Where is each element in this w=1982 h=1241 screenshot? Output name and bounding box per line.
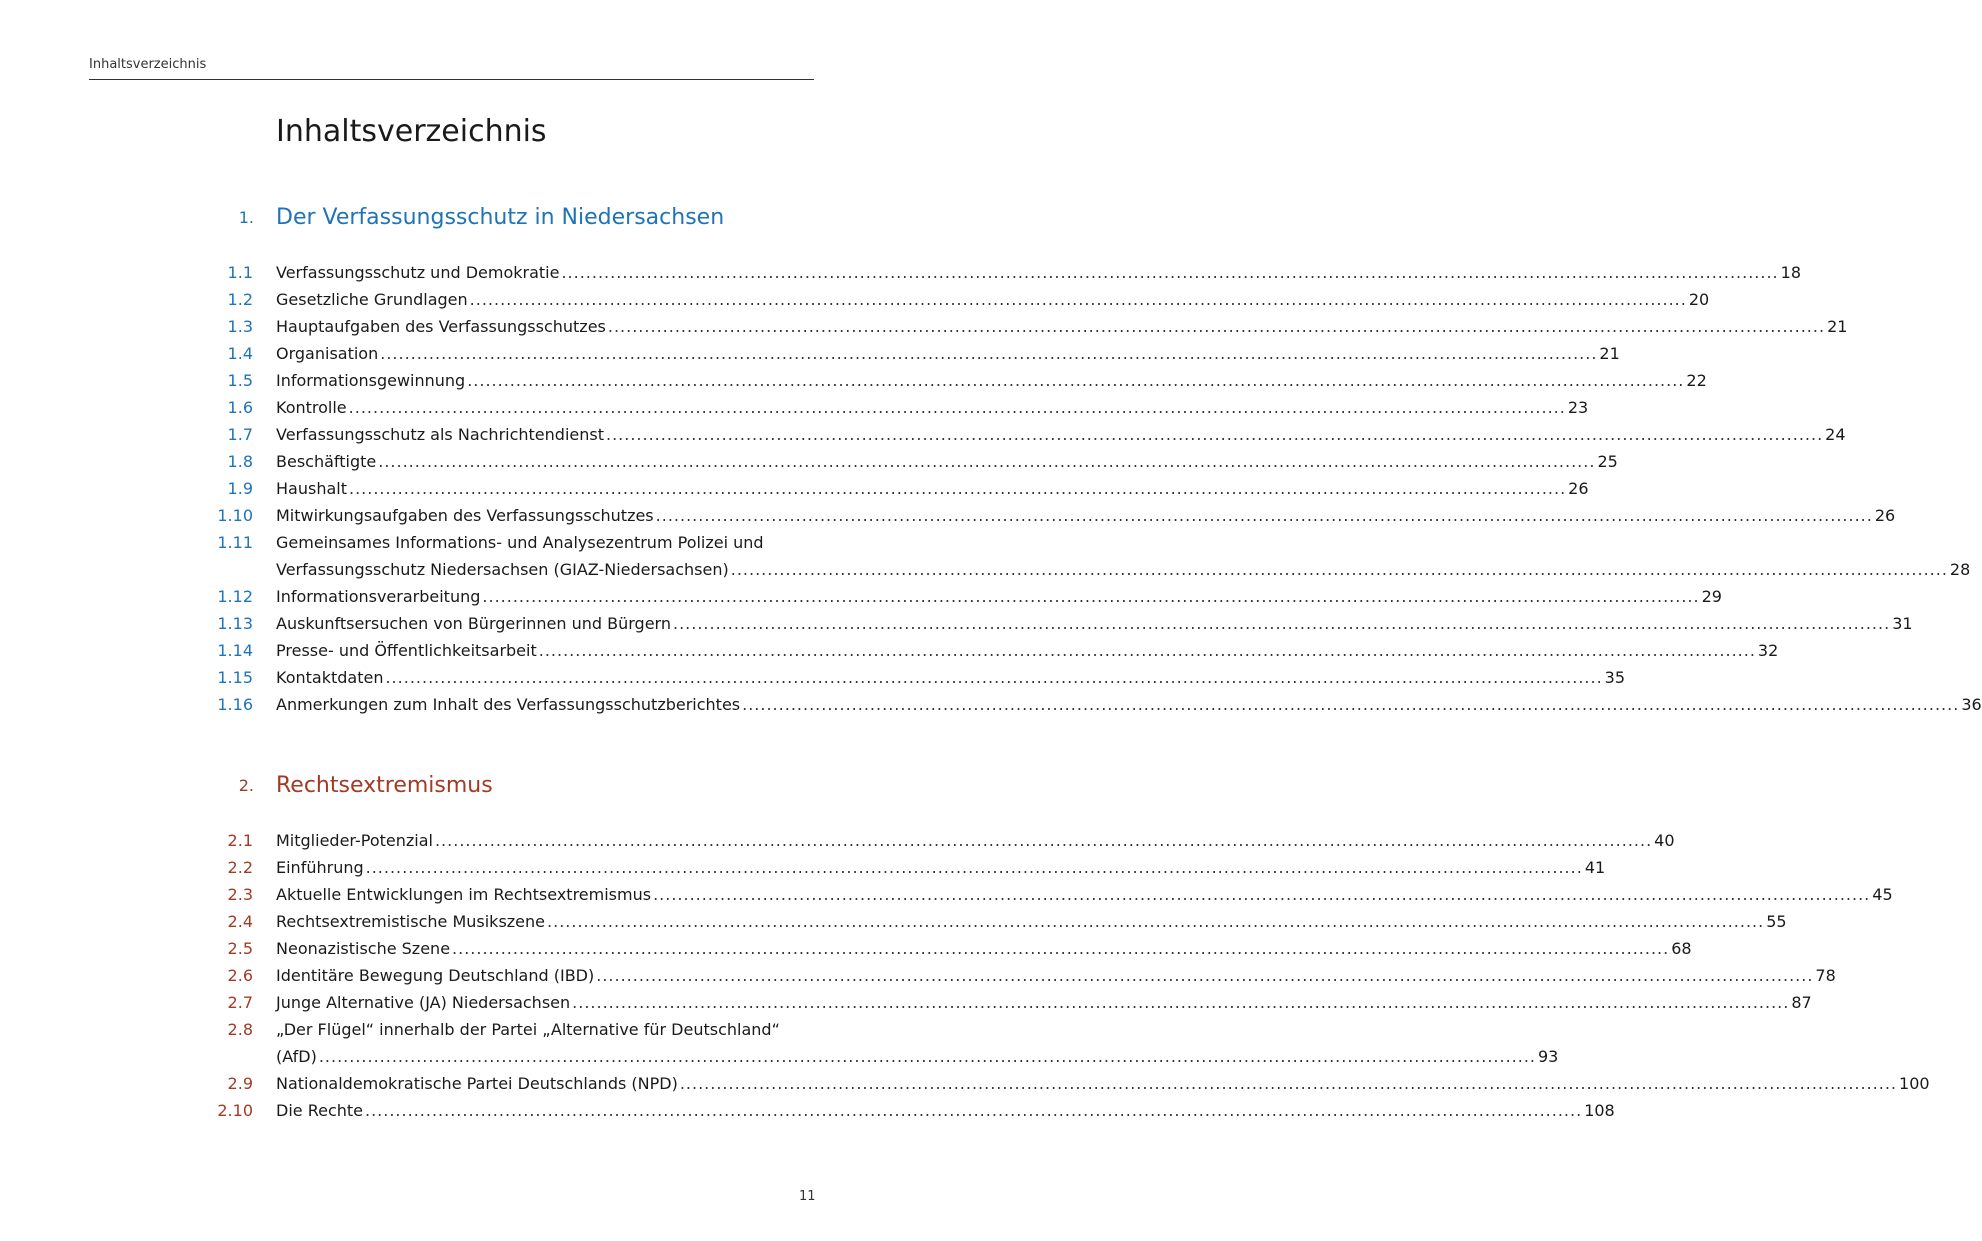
toc-entry-page: 18 — [1780, 263, 1801, 282]
toc-entry-page: 41 — [1584, 858, 1606, 877]
toc-entry-body — [276, 962, 1836, 989]
dot-leader: ........................................................................................................................................................................................................ — [365, 1101, 1583, 1120]
toc-entry-number: 2.3 — [227, 885, 253, 904]
dot-leader: ........................................................................................................................................................................................................ — [547, 912, 1765, 931]
toc-entry-number: 1.1 — [227, 263, 253, 282]
toc-entry[interactable] — [0, 286, 1710, 313]
toc-entry-page: 55 — [1766, 912, 1787, 931]
toc-entry-title-line: „Der Flügel“ innerhalb der Partei „Alternative für Deutschland“ — [276, 1020, 780, 1039]
header-rule — [89, 79, 814, 80]
toc-entry[interactable] — [0, 1097, 1615, 1124]
toc-entry-title: Gesetzliche Grundlagen — [276, 290, 468, 309]
toc-entry[interactable] — [0, 367, 1707, 394]
toc-entry-page: 24 — [1825, 425, 1846, 444]
toc-entry-title: Anmerkungen zum Inhalt des Verfassungsschutzberichtes — [276, 695, 741, 714]
page-number: 11 — [799, 1189, 816, 1204]
toc-entry-number: 1.14 — [217, 641, 253, 660]
toc-entry[interactable] — [0, 854, 1606, 881]
dot-leader: ........................................................................................................................................................................................................ — [596, 966, 1814, 985]
toc-entry-number: 2.6 — [227, 966, 253, 985]
toc-entry-body — [276, 664, 1626, 691]
toc-entry-title: Aktuelle Entwicklungen im Rechtsextremismus — [276, 885, 652, 904]
toc-entry-body — [276, 448, 1618, 475]
toc-entry-title: Auskunftsersuchen von Bürgerinnen und Bürgern — [276, 614, 671, 633]
toc-entry-number: 2.10 — [217, 1101, 253, 1120]
toc-entry-body — [276, 394, 1589, 421]
toc-entry-body — [276, 286, 1710, 313]
toc-entry-body — [276, 827, 1675, 854]
chapter-number: 1. — [238, 208, 254, 227]
toc-entry-title: Identitäre Bewegung Deutschland (IBD) — [276, 966, 595, 985]
dot-leader: ........................................................................................................................................................................................................ — [561, 263, 1779, 282]
chapter-section — [0, 203, 1982, 718]
toc-entry-body — [276, 935, 1692, 962]
dot-leader: ........................................................................................................................................................................................................ — [318, 1047, 1536, 1066]
toc-entry-title: Informationsgewinnung — [276, 371, 466, 390]
toc-entry-title: Verfassungsschutz als Nachrichtendienst — [276, 425, 604, 444]
toc-entry[interactable] — [0, 475, 1589, 502]
toc-entry-page: 25 — [1597, 452, 1618, 471]
toc-entry-title: Beschäftigte — [276, 452, 377, 471]
toc-entry-page: 32 — [1757, 641, 1779, 660]
toc-entry[interactable] — [0, 313, 1848, 340]
toc-entry-title: Verfassungsschutz Niedersachsen (GIAZ-Niedersachsen) — [276, 560, 729, 579]
running-head: Inhaltsverzeichnis — [89, 57, 207, 72]
toc-entry[interactable] — [0, 529, 1971, 583]
toc-entry-page: 68 — [1671, 939, 1692, 958]
chapter-heading — [0, 771, 875, 801]
chapter-title: Rechtsextremismus — [276, 773, 493, 798]
toc-entry-number: 1.2 — [227, 290, 253, 309]
toc-entry-page: 29 — [1701, 587, 1722, 606]
toc-entry-body — [276, 1097, 1615, 1124]
toc-entry-body — [276, 691, 1982, 718]
toc-entry-title: Rechtsextremistische Musikszene — [276, 912, 546, 931]
toc-entry-number: 2.1 — [227, 831, 253, 850]
toc-entry-page: 31 — [1892, 614, 1913, 633]
toc-entry-page: 93 — [1538, 1047, 1559, 1066]
toc-entry-title-line: Gemeinsames Informations- und Analysezentrum Polizei und — [276, 533, 764, 552]
toc-entry-page: 21 — [1599, 344, 1620, 363]
toc-entry-number: 2.4 — [227, 912, 253, 931]
toc-entry-title: Organisation — [276, 344, 379, 363]
toc-entry-number: 2.5 — [227, 939, 253, 958]
toc-entry-title: (AfD) — [276, 1047, 317, 1066]
toc-entry[interactable] — [0, 881, 1893, 908]
toc-entry-title: Verfassungsschutz und Demokratie — [276, 263, 560, 282]
toc-entry[interactable] — [0, 259, 1801, 286]
toc-entry[interactable] — [0, 394, 1589, 421]
dot-leader: ........................................................................................................................................................................................................ — [742, 695, 1960, 714]
toc-entry-body — [276, 340, 1620, 367]
toc-entry[interactable] — [0, 908, 1787, 935]
toc-entry[interactable] — [0, 664, 1626, 691]
dot-leader: ........................................................................................................................................................................................................ — [434, 831, 1653, 850]
toc-entry-number: 1.7 — [227, 425, 253, 444]
toc-entry-title: Hauptaufgaben des Verfassungsschutzes — [276, 317, 606, 336]
toc-entry-page: 20 — [1688, 290, 1710, 309]
toc-entry-number: 1.5 — [227, 371, 253, 390]
toc-entry[interactable] — [0, 637, 1779, 664]
toc-entry-page: 23 — [1567, 398, 1589, 417]
toc-entry[interactable] — [0, 962, 1836, 989]
toc-entry-page: 78 — [1815, 966, 1836, 985]
dot-leader: ........................................................................................................................................................................................................ — [467, 371, 1685, 390]
dot-leader: ........................................................................................................................................................................................................ — [378, 452, 1596, 471]
toc-entry-title: Mitwirkungsaufgaben des Verfassungsschutzes — [276, 506, 654, 525]
toc-entry[interactable] — [0, 1016, 1559, 1070]
toc-entry-page: 36 — [1961, 695, 1982, 714]
toc-entry[interactable] — [0, 989, 1812, 1016]
toc-entry[interactable] — [0, 827, 1675, 854]
toc-entry-title: Informationsverarbeitung — [276, 587, 481, 606]
dot-leader: ........................................................................................................................................................................................................ — [452, 939, 1670, 958]
toc-entry-number: 1.9 — [227, 479, 253, 498]
toc-entry-number: 1.12 — [217, 587, 253, 606]
dot-leader: ........................................................................................................................................................................................................ — [348, 398, 1566, 417]
toc-entry-number: 1.8 — [227, 452, 253, 471]
chapter-section — [0, 771, 1930, 1124]
toc-entry-title: Einführung — [276, 858, 364, 877]
toc-entry-number: 1.13 — [217, 614, 253, 633]
toc-entry-body — [276, 421, 1846, 448]
toc-entry[interactable] — [0, 448, 1618, 475]
toc-entry-body — [276, 1070, 1930, 1097]
toc-entry-body — [276, 881, 1893, 908]
dot-leader: ........................................................................................................................................................................................................ — [655, 506, 1873, 525]
toc-entry-page: 26 — [1874, 506, 1896, 525]
toc-entry-body — [276, 583, 1722, 610]
dot-leader: ........................................................................................................................................................................................................ — [482, 587, 1700, 606]
toc-entry-number: 1.15 — [217, 668, 253, 687]
toc-entry-body — [276, 475, 1589, 502]
dot-leader: ........................................................................................................................................................................................................ — [365, 858, 1583, 877]
dot-leader: ........................................................................................................................................................................................................ — [469, 290, 1687, 309]
toc-entry[interactable] — [0, 1070, 1930, 1097]
toc-entry-number: 2.9 — [227, 1074, 253, 1093]
toc-entry-body — [276, 610, 1913, 637]
toc-entry-list — [0, 827, 1930, 1124]
dot-leader: ........................................................................................................................................................................................................ — [730, 560, 1948, 579]
toc-entry-page: 100 — [1899, 1074, 1930, 1093]
toc-entry[interactable] — [0, 421, 1846, 448]
toc-entry-number: 1.16 — [217, 695, 253, 714]
toc-entry-body — [276, 1016, 1559, 1070]
toc-entry-page: 28 — [1949, 560, 1971, 579]
toc-entry-page: 40 — [1654, 831, 1675, 850]
chapter-title: Der Verfassungsschutz in Niedersachsen — [276, 205, 725, 230]
dot-leader: ........................................................................................................................................................................................................ — [607, 317, 1826, 336]
chapter-heading — [0, 203, 875, 233]
dot-leader: ........................................................................................................................................................................................................ — [605, 425, 1824, 444]
toc-entry-number: 1.3 — [227, 317, 253, 336]
dot-leader: ........................................................................................................................................................................................................ — [380, 344, 1598, 363]
toc-entry-body — [276, 989, 1812, 1016]
toc-entry-title: Kontrolle — [276, 398, 347, 417]
toc-entry-number: 1.4 — [227, 344, 253, 363]
toc-entry-body — [276, 313, 1848, 340]
toc-entry-body — [276, 529, 1971, 583]
dot-leader: ........................................................................................................................................................................................................ — [653, 885, 1871, 904]
toc-entry[interactable] — [0, 691, 1982, 718]
dot-leader: ........................................................................................................................................................................................................ — [572, 993, 1790, 1012]
toc-entry-page: 21 — [1827, 317, 1848, 336]
toc-entry-body — [276, 367, 1707, 394]
toc-entry-title: Haushalt — [276, 479, 347, 498]
page-title: Inhaltsverzeichnis — [276, 114, 547, 149]
toc-entry-title: Nationaldemokratische Partei Deutschlands (NPD) — [276, 1074, 678, 1093]
toc-entry-title: Neonazistische Szene — [276, 939, 451, 958]
toc-entry-title: Kontaktdaten — [276, 668, 384, 687]
toc-entry-page: 108 — [1584, 1101, 1615, 1120]
toc-entry[interactable] — [0, 935, 1692, 962]
toc-entry-body — [276, 259, 1801, 286]
dot-leader: ........................................................................................................................................................................................................ — [348, 479, 1567, 498]
toc-entry-title: Presse- und Öffentlichkeitsarbeit — [276, 641, 537, 660]
toc-entry-page: 35 — [1604, 668, 1626, 687]
toc-entry-number: 1.10 — [217, 506, 253, 525]
toc-entry[interactable] — [0, 502, 1896, 529]
toc-entry-body — [276, 637, 1779, 664]
dot-leader: ........................................................................................................................................................................................................ — [385, 668, 1603, 687]
toc-entry-number: 2.8 — [227, 1020, 253, 1039]
toc-entry-title: Mitglieder-Potenzial — [276, 831, 433, 850]
toc-entry-page: 22 — [1686, 371, 1707, 390]
toc-entry-body — [276, 908, 1787, 935]
toc-entry[interactable] — [0, 583, 1722, 610]
toc-entry-title: Junge Alternative (JA) Niedersachsen — [276, 993, 571, 1012]
toc-entry-number: 1.6 — [227, 398, 253, 417]
toc-entry-body — [276, 854, 1606, 881]
toc-entry-body — [276, 502, 1896, 529]
toc-entry-number: 2.7 — [227, 993, 253, 1012]
toc-entry[interactable] — [0, 340, 1620, 367]
toc-entry-number: 1.11 — [217, 533, 253, 552]
dot-leader: ........................................................................................................................................................................................................ — [673, 614, 1891, 633]
toc-entry-title: Die Rechte — [276, 1101, 363, 1120]
toc-entry-number: 2.2 — [227, 858, 253, 877]
toc-entry-list — [0, 259, 1982, 718]
toc-entry[interactable] — [0, 610, 1913, 637]
dot-leader: ........................................................................................................................................................................................................ — [679, 1074, 1898, 1093]
toc-entry-page: 87 — [1791, 993, 1812, 1012]
dot-leader: ........................................................................................................................................................................................................ — [538, 641, 1756, 660]
chapter-number: 2. — [238, 776, 254, 795]
toc-entry-page: 26 — [1568, 479, 1589, 498]
toc-entry-page: 45 — [1872, 885, 1893, 904]
